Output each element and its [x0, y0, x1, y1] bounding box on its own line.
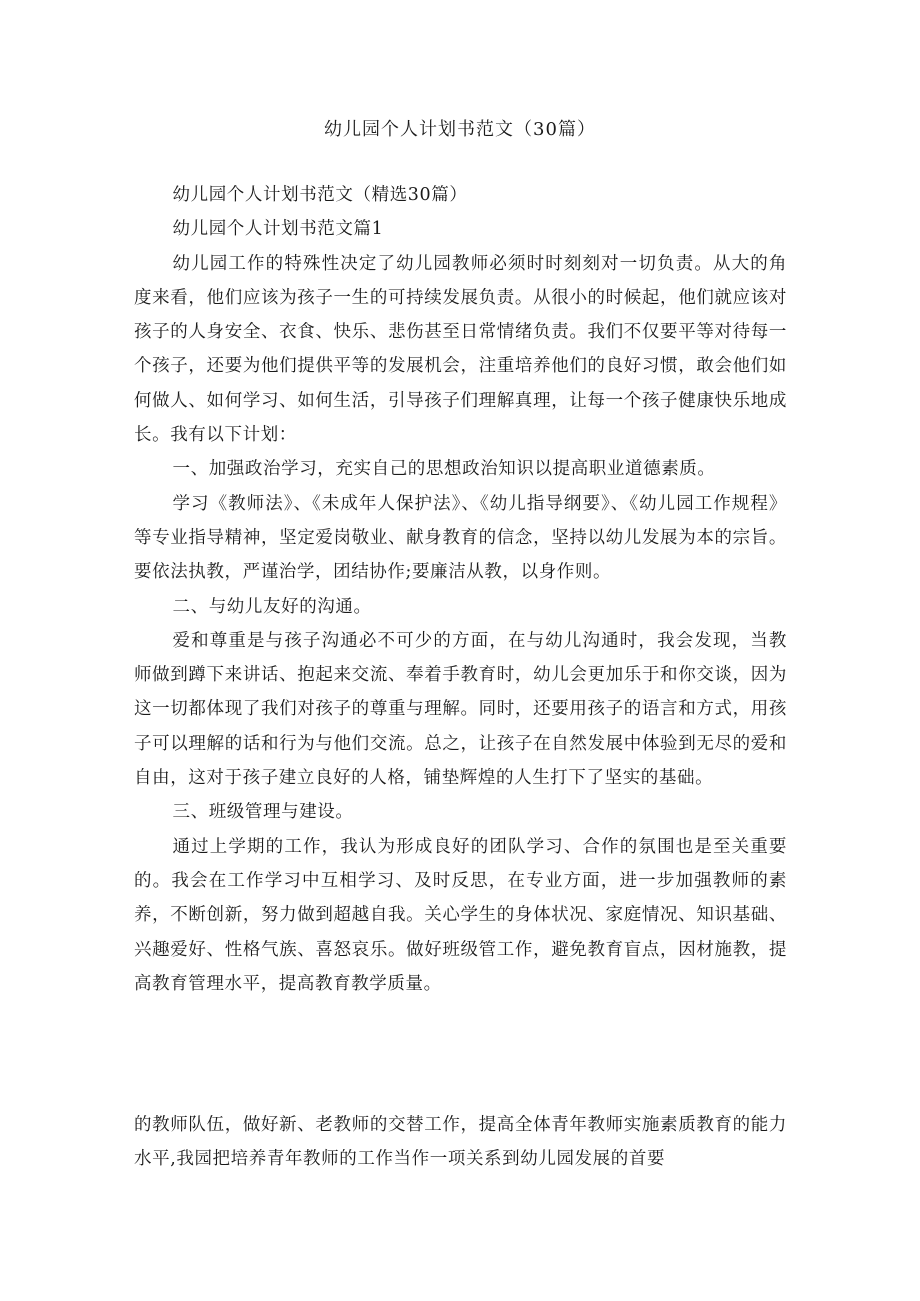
body-paragraph: 学习《教师法》、《未成年人保护法》、《幼儿指导纲要》、《幼儿园工作规程》等专业指导精神，坚定爱岗敬业、献身教育的信念，坚持以幼儿发展为本的宗旨。要依法执教，严谨治学，团结协作;要廉洁从教，以身作则。 — [134, 493, 787, 583]
body-paragraph: 通过上学期的工作，我认为形成良好的团队学习、合作的氛围也是至关重要的。我会在工作学习中互相学习、及时反思，在专业方面，进一步加强教师的素养，不断创新，努力做到超越自我。关心学生的身体状况、家庭情况、知识基础、兴趣爱好、性格气族、喜怒哀乐。做好班级管工作，避免教育盲点，因材施教，提高教育管理水平，提高教育教学质量。 — [134, 836, 787, 994]
subtitle-paragraph: 幼儿园个人计划书范文（精选30篇） — [172, 185, 468, 205]
tail-paragraph: 的教师队伍，做好新、老教师的交替工作，提高全体青年教师实施素质教育的能力水平,我园把培养青年教师的工作当作一项关系到幼儿园发展的首要 — [134, 1115, 787, 1170]
body-paragraph: 爱和尊重是与孩子沟通必不可少的方面，在与幼儿沟通时，我会发现，当教师做到蹲下来讲话、抱起来交流、奉着手教育时，幼儿会更加乐于和你交谈，因为这一切都体现了我们对孩子的尊重与理解。同时，还要用孩子的语言和方式，用孩子可以理解的话和行为与他们交流。总之，让孩子在自然发展中体验到无尽的爱和自由，这对于孩子建立良好的人格，铺垫辉煌的人生打下了坚实的基础。 — [134, 630, 787, 789]
section-heading: 一、加强政治学习，充实自己的思想政治知识以提高职业道德素质。 — [172, 459, 716, 480]
document-title: 幼儿园个人计划书范文（30篇） — [324, 119, 596, 140]
document-body — [134, 178, 787, 1001]
section-heading: 幼儿园个人计划书范文篇1 — [172, 219, 384, 240]
body-paragraph: 幼儿园工作的特殊性决定了幼儿园教师必须时时刻刻对一切负责。从大的角度来看，他们应该为孩子一生的可持续发展负责。从很小的时候起，他们就应该对孩子的人身安全、衣食、快乐、悲伤甚至日常情绪负责。我们不仅要平等对待每一个孩子，还要为他们提供平等的发展机会，注重培养他们的良好习惯，敢会他们如何做人、如何学习、如何生活，引导孩子们理解真理，让每一个孩子健康快乐地成长。我有以下计划： — [134, 253, 787, 446]
section-heading: 二、与幼儿友好的沟通。 — [172, 596, 372, 617]
continuation-text — [134, 1108, 787, 1177]
section-heading: 三、班级管理与建设。 — [172, 802, 354, 823]
